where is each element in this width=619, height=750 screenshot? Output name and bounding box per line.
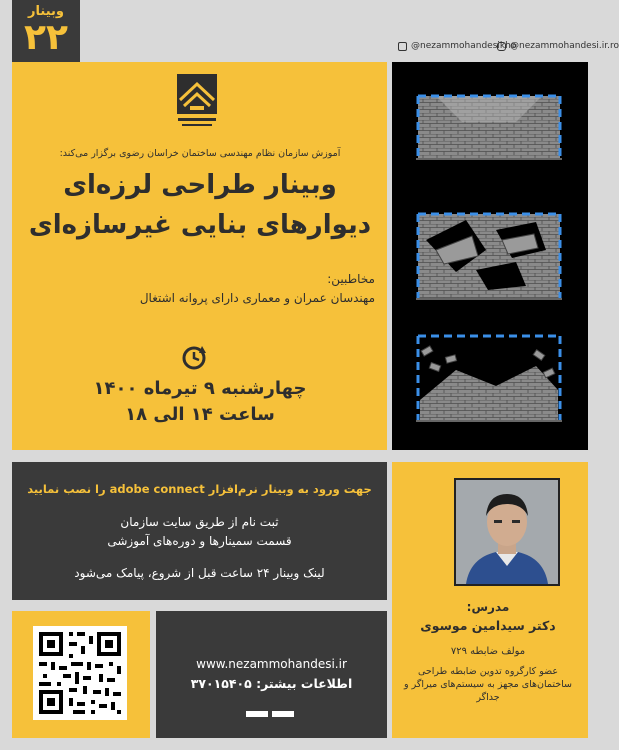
qr-code[interactable] [33,626,127,720]
teacher-photo [454,478,560,586]
qr-code-graphic [33,626,127,720]
teacher-name: دکتر سیدامین موسوی [420,618,556,633]
registration-line-1: ثبت نام از طریق سایت سازمان [120,515,279,529]
footer-badge-1 [246,711,268,717]
wall-image-intact [416,92,562,152]
wall-simulation-images [392,62,588,450]
badge-label: وبینار [28,4,64,19]
contact-box [156,611,387,738]
title-line-1: وبینار طراحی لرزه‌ای [63,170,337,200]
badge-number: ۲۲ [24,17,68,58]
adobe-connect-note: جهت ورود به وبینار نرم‌افزار adobe connect را نصب نمایید [27,482,372,496]
top-band [0,0,600,60]
audience-label: مخاطبین: [327,272,375,286]
organization-logo [174,72,220,134]
instagram-text: @nezammohandesi.ir.ro [510,41,619,51]
organizer-text: آموزش سازمان نظام مهندسی ساختمان خراسان رضوی برگزار می‌کند: [59,148,341,159]
audience-text: مهندسان عمران و معماری دارای پروانه اشتغال [139,291,375,305]
instagram-icon [497,42,506,51]
event-date: چهارشنبه ۹ تیرماه ۱۴۰۰ [93,378,307,399]
logo-graphic [174,72,220,134]
title-line-2: دیوارهای بنایی غیرسازه‌ای [28,210,372,240]
wall-image-collapsed [416,330,562,390]
sms-note: لینک وبینار ۲۴ ساعت قبل از شروع، پیامک می‌شود [74,566,325,580]
instagram-handle[interactable] [497,41,619,51]
teacher-label: مدرس: [466,600,510,614]
website-link[interactable]: www.nezammohandesi.ir [196,657,347,671]
teacher-role-1: مولف ضابطه ۷۲۹ [450,646,526,657]
wall-image-cracked [416,210,562,270]
avatar [456,480,558,584]
registration-line-2: قسمت سمینارها و دوره‌های آموزشی [107,534,292,548]
footer-badge-2 [272,711,294,717]
telegram-icon [398,42,407,51]
clock-icon [180,344,208,372]
event-time: ساعت ۱۴ الی ۱۸ [125,404,275,425]
contact-info: اطلاعات بیشتر: ۳۷۰۱۵۴۰۵ [190,676,353,691]
telegram-text: @nezammohandesikho [411,41,517,51]
teacher-role-2: عضو کارگروه تدوین ضابطه طراحی ساختمان‌های مجهز به سیستم‌های میراگر و جداگر [404,666,572,703]
